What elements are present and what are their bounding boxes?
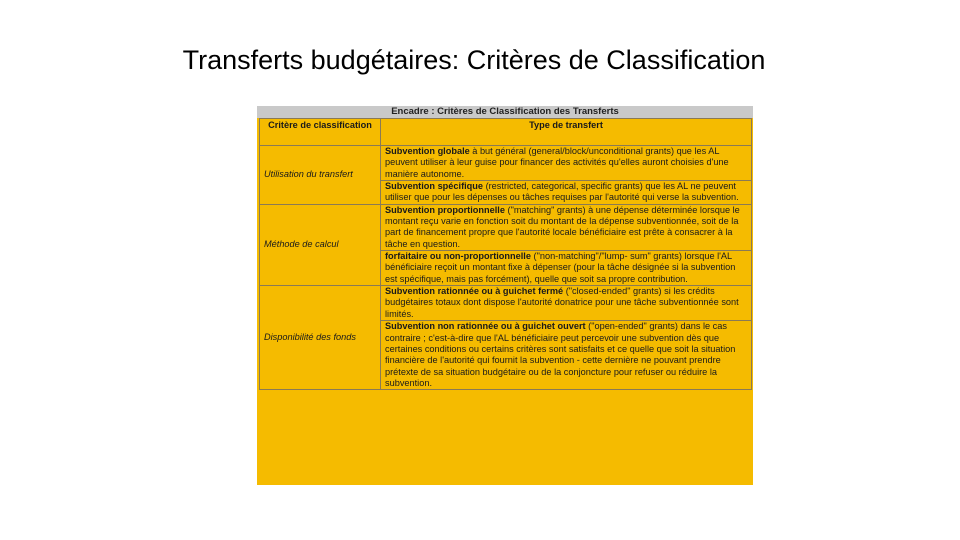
definition-text: ("open-ended" grants) dans le cas contraire ; c'est-à-dire que l'AL bénéficiaire peut percevoir une subvention dès que certaines conditions ou certains critères sont satisfaits et ce quelle que soit la situation financière de l'autorité qui fournit la subvention - cette dernière ne pouvant prendre prétexte de sa situation budgétaire ou de la conjoncture pour refuser ou réduire la subvention.	[385, 321, 736, 388]
table-row	[260, 286, 752, 390]
box-caption: Encadre : Critères de Classification des Transferts	[257, 106, 753, 118]
criterion-cell: Utilisation du transfert	[260, 146, 381, 205]
definition-item	[381, 205, 751, 250]
definition-item	[381, 180, 751, 204]
table-row	[260, 204, 752, 285]
definition-text: à but général (general/block/unconditional grants) que les AL peuvent utiliser à leur guise pour financer des activités qu'elles auront choisies d'une manière autonome.	[385, 146, 729, 179]
definition-text: ("matching" grants) à une dépense déterminée lorsque le montant reçu varie en fonction soit du montant de la dépense subventionnée, soit de la part de financement propre que l'autorité locale bénéficiaire est prête à consacrer à la tâche en question.	[385, 204, 740, 249]
criterion-cell: Disponibilité des fonds	[260, 286, 381, 390]
definition-lead: Subvention rationnée ou à guichet fermé	[385, 286, 564, 297]
definition-lead: Subvention globale	[385, 146, 470, 156]
slide-title: Transferts budgétaires: Critères de Classification	[182, 45, 766, 75]
column-header-criteria: Critère de classification	[260, 119, 381, 146]
criterion-cell: Méthode de calcul	[260, 204, 381, 285]
definition-text: ("closed-ended" grants) si les crédits budgétaires totaux dont dispose l'autorité donatrice pour une tâche subventionnée sont limités.	[385, 286, 739, 319]
classification-table	[259, 118, 752, 390]
definition-lead: Subvention spécifique	[385, 181, 484, 192]
definition-text: (restricted, categorical, specific grants) que les AL ne peuvent utiliser que pour les dépenses ou tâches requises par l'autorité qui verse la subvention.	[385, 181, 739, 203]
definition-cell	[381, 204, 752, 285]
definition-item	[381, 320, 751, 389]
definition-lead: Subvention proportionnelle	[385, 204, 505, 215]
definition-cell	[381, 286, 752, 390]
definition-item	[381, 286, 751, 320]
definition-text: ("non-matching"/"lump- sum" grants) lorsque l'AL bénéficiaire reçoit un montant fixe à dépenser (pour la tâche désignée si la subvention est spécifique, mais pas forcément), quelle que soit sa propre contribution.	[385, 251, 736, 284]
table-row	[260, 146, 752, 205]
definition-lead: forfaitaire ou non-proportionnelle	[385, 251, 531, 262]
definition-item	[381, 146, 751, 180]
definition-item	[381, 250, 751, 285]
definition-lead: Subvention non rationnée ou à guichet ouvert	[385, 321, 586, 332]
classification-box	[257, 106, 753, 485]
column-header-type: Type de transfert	[381, 119, 752, 146]
table-header-row	[260, 119, 752, 146]
definition-cell	[381, 146, 752, 205]
